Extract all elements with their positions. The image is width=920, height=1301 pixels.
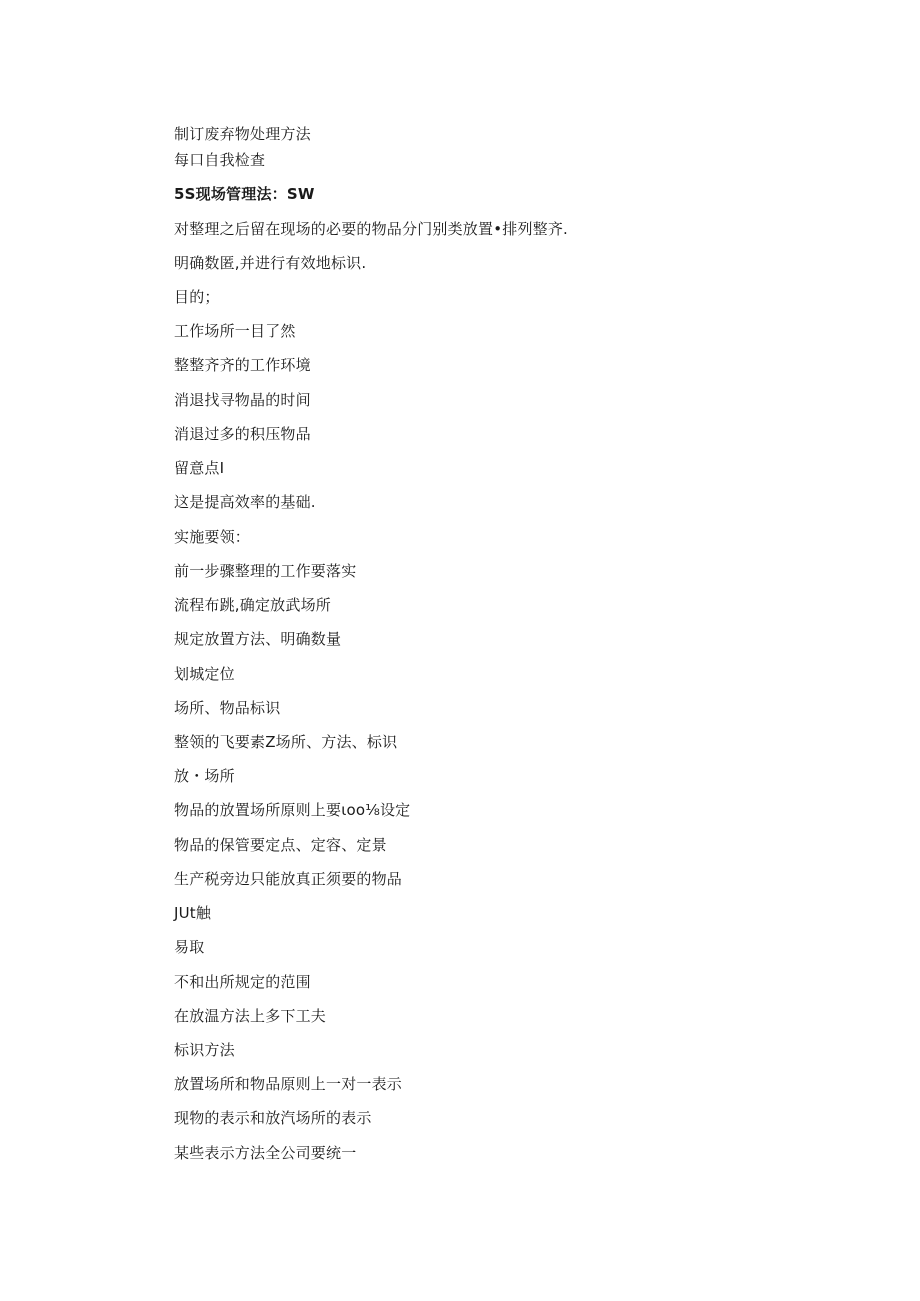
text-line-7: 工作场所一目了然 <box>174 322 296 340</box>
section-heading: 5S现场管理法：SW <box>174 185 315 203</box>
text-line-9: 消退找寻物晶的时间 <box>174 391 311 409</box>
text-line-25: 易取 <box>174 938 205 956</box>
text-line-14: 前一步骤整理的工作要落实 <box>174 562 357 580</box>
text-line-15: 流程布跳,确定放武场所 <box>174 596 331 614</box>
text-line-17: 划城定位 <box>174 665 235 683</box>
text-line-2: 每口自我检查 <box>174 151 266 169</box>
text-line-11: 留意点I <box>174 459 225 477</box>
text-line-21: 物品的放置场所原则上要ιoo⅛设定 <box>174 801 411 819</box>
text-line-20: 放・场所 <box>174 767 235 785</box>
text-line-18: 场所、物品标识 <box>174 699 281 717</box>
text-line-31: 某些表示方法全公司要统一 <box>174 1144 357 1162</box>
text-line-6: 目的； <box>174 288 220 306</box>
text-line-30: 现物的表示和放汽场所的表示 <box>174 1109 372 1127</box>
text-line-24: JUt触 <box>174 904 212 922</box>
text-line-29: 放置场所和物品原则上一对一表示 <box>174 1075 403 1093</box>
text-line-26: 不和出所规定的范围 <box>174 973 311 991</box>
text-line-19: 整领的飞要素Z场所、方法、标识 <box>174 733 398 751</box>
text-line-12: 这是提高效率的基础. <box>174 493 316 511</box>
text-line-22: 物品的保管要定点、定容、定景 <box>174 836 387 854</box>
text-line-4: 对整理之后留在现场的必要的物品分门别类放置•排列整齐. <box>174 220 569 238</box>
text-line-27: 在放温方法上多下工夫 <box>174 1007 327 1025</box>
text-line-5: 明确数匿,并进行有效地标识. <box>174 254 367 272</box>
text-line-16: 规定放置方法、明确数量 <box>174 630 342 648</box>
text-line-10: 消退过多的积压物品 <box>174 425 311 443</box>
text-line-13: 实施要领： <box>174 528 251 546</box>
text-line-28: 标识方法 <box>174 1041 235 1059</box>
text-line-8: 整整齐齐的工作环境 <box>174 356 311 374</box>
text-line-23: 生产税旁边只能放真正须要的物品 <box>174 870 403 888</box>
text-line-1: 制订废弃物处理方法 <box>174 125 311 143</box>
